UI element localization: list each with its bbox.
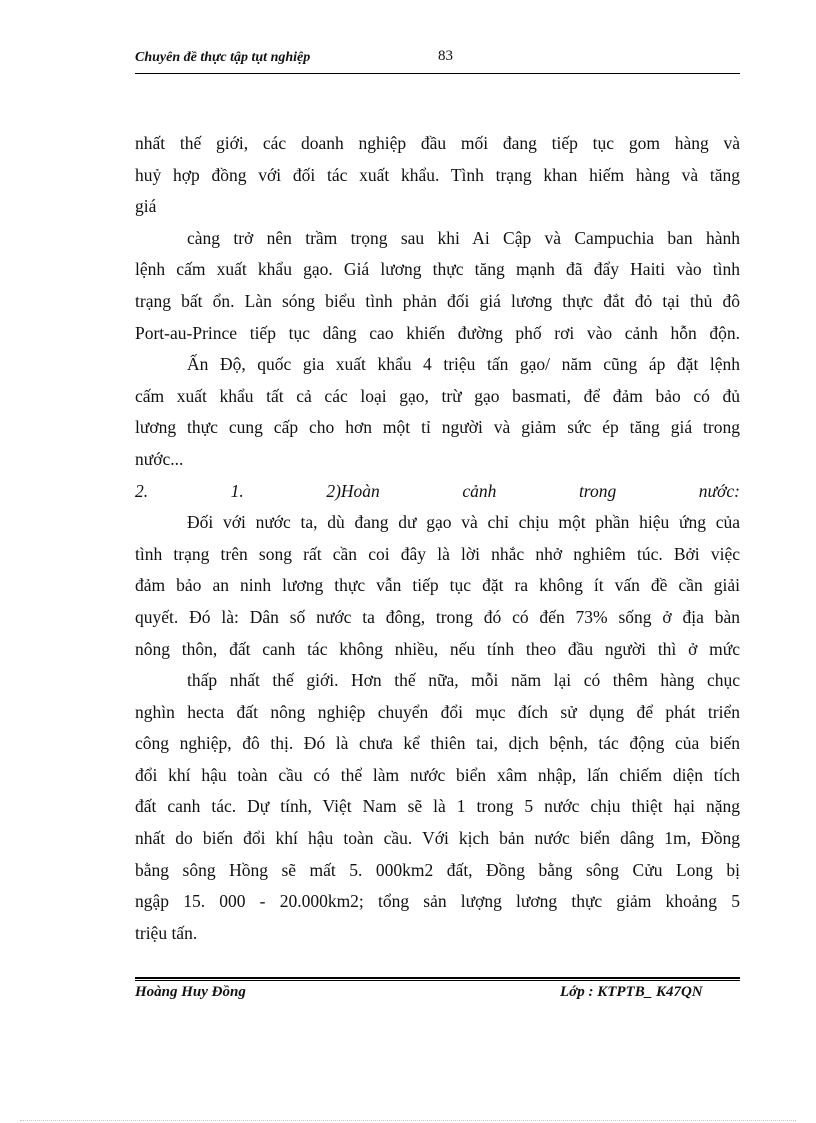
text-line: công nghiệp, đô thị. Đó là chưa kể thiên tai, dịch bệnh, tác động của biến xyxy=(135,733,740,754)
text-line: càng trở nên trầm trọng sau khi Ai Cập và Campuchia ban hành xyxy=(187,227,740,248)
text-line: thấp nhất thế giới. Hơn thế nữa, mỗi năm lại có thêm hàng chục xyxy=(187,670,740,691)
text-line: lệnh cấm xuất khẩu gạo. Giá lương thực tăng mạnh đã đẩy Haiti vào tình xyxy=(135,259,740,280)
heading-part: 1. xyxy=(230,480,244,501)
text-line: bằng sông Hồng sẽ mất 5. 000km2 đất, Đồng bằng sông Cửu Long bị xyxy=(135,859,740,880)
page-number: 83 xyxy=(438,48,453,64)
heading-part: 2)Hoàn xyxy=(326,480,380,501)
text-line: Port-au-Prince tiếp tục dâng cao khiến đường phố rơi vào cảnh hỗn độn. xyxy=(135,322,740,343)
text-line: đổi khí hậu toàn cầu có thể làm nước biển xâm nhập, lấn chiếm diện tích xyxy=(135,764,740,785)
text-line: Đối với nước ta, dù đang dư gạo và chỉ chịu một phần hiệu ứng của xyxy=(187,512,740,533)
text-line: đảm bảo an ninh lương thực vẫn tiếp tục đặt ra không ít vấn đề cần giải xyxy=(135,575,740,596)
text-line: nhất thế giới, các doanh nghiệp đầu mối đang tiếp tục gom hàng và xyxy=(135,133,740,153)
text-line: nông thôn, đất canh tác không nhiều, nếu tính theo đầu người thì ở mức xyxy=(135,638,740,659)
heading-part: 2. xyxy=(135,480,149,501)
page-footer xyxy=(135,984,740,1008)
heading-part: cảnh xyxy=(462,480,497,501)
text-line: nghìn hecta đất nông nghiệp chuyển đổi mục đích sử dụng để phát triển xyxy=(135,701,740,722)
class-label: Lớp : KTPTB_ K47QN xyxy=(560,984,703,1000)
document-title: Chuyên đề thực tập tụt nghiệp xyxy=(135,50,311,65)
author-name: Hoàng Huy Đồng xyxy=(135,984,246,1000)
heading-part: trong xyxy=(578,480,617,501)
text-line: cấm xuất khẩu tất cả các loại gạo, trừ gạo basmati, để đảm bảo có đủ xyxy=(135,385,740,406)
section-heading xyxy=(135,476,740,508)
footer-divider xyxy=(135,977,740,979)
text-line: tình trạng trên song rất cần coi đây là lời nhắc nhở nghiêm túc. Bởi việc xyxy=(135,543,740,564)
text-line: nhất do biến đổi khí hậu toàn cầu. Với kịch bản nước biển dâng 1m, Đồng xyxy=(135,828,740,849)
heading-part: nước: xyxy=(698,480,740,501)
text-line: triệu tấn. xyxy=(135,922,198,943)
text-line: nước... xyxy=(135,448,184,469)
header-divider xyxy=(135,73,740,74)
text-line: đất canh tác. Dự tính, Việt Nam sẽ là 1 trong 5 nước chịu thiệt hại nặng xyxy=(135,796,740,817)
text-line: huỷ hợp đồng với đối tác xuất khẩu. Tình trạng khan hiếm hàng và tăng xyxy=(135,164,740,185)
page-edge xyxy=(20,1120,796,1121)
text-line: trạng bất ổn. Làn sóng biểu tình phản đối giá lương thực đắt đỏ tại thủ đô xyxy=(135,290,740,311)
text-line: Ấn Độ, quốc gia xuất khẩu 4 triệu tấn gạo/ năm cũng áp đặt lệnh xyxy=(187,354,740,375)
text-line: giá xyxy=(135,196,157,217)
text-line: lương thực cung cấp cho hơn một tỉ người và giảm sức ép tăng giá trong xyxy=(135,417,740,438)
body-text xyxy=(135,128,740,949)
text-line: quyết. Đó là: Dân số nước ta đông, trong đó có đến 73% sống ở địa bàn xyxy=(135,606,740,627)
page-header xyxy=(135,48,740,70)
text-line: ngập 15. 000 - 20.000km2; tổng sản lượng lương thực giảm khoảng 5 xyxy=(135,891,740,912)
footer-divider-thin xyxy=(135,980,740,981)
